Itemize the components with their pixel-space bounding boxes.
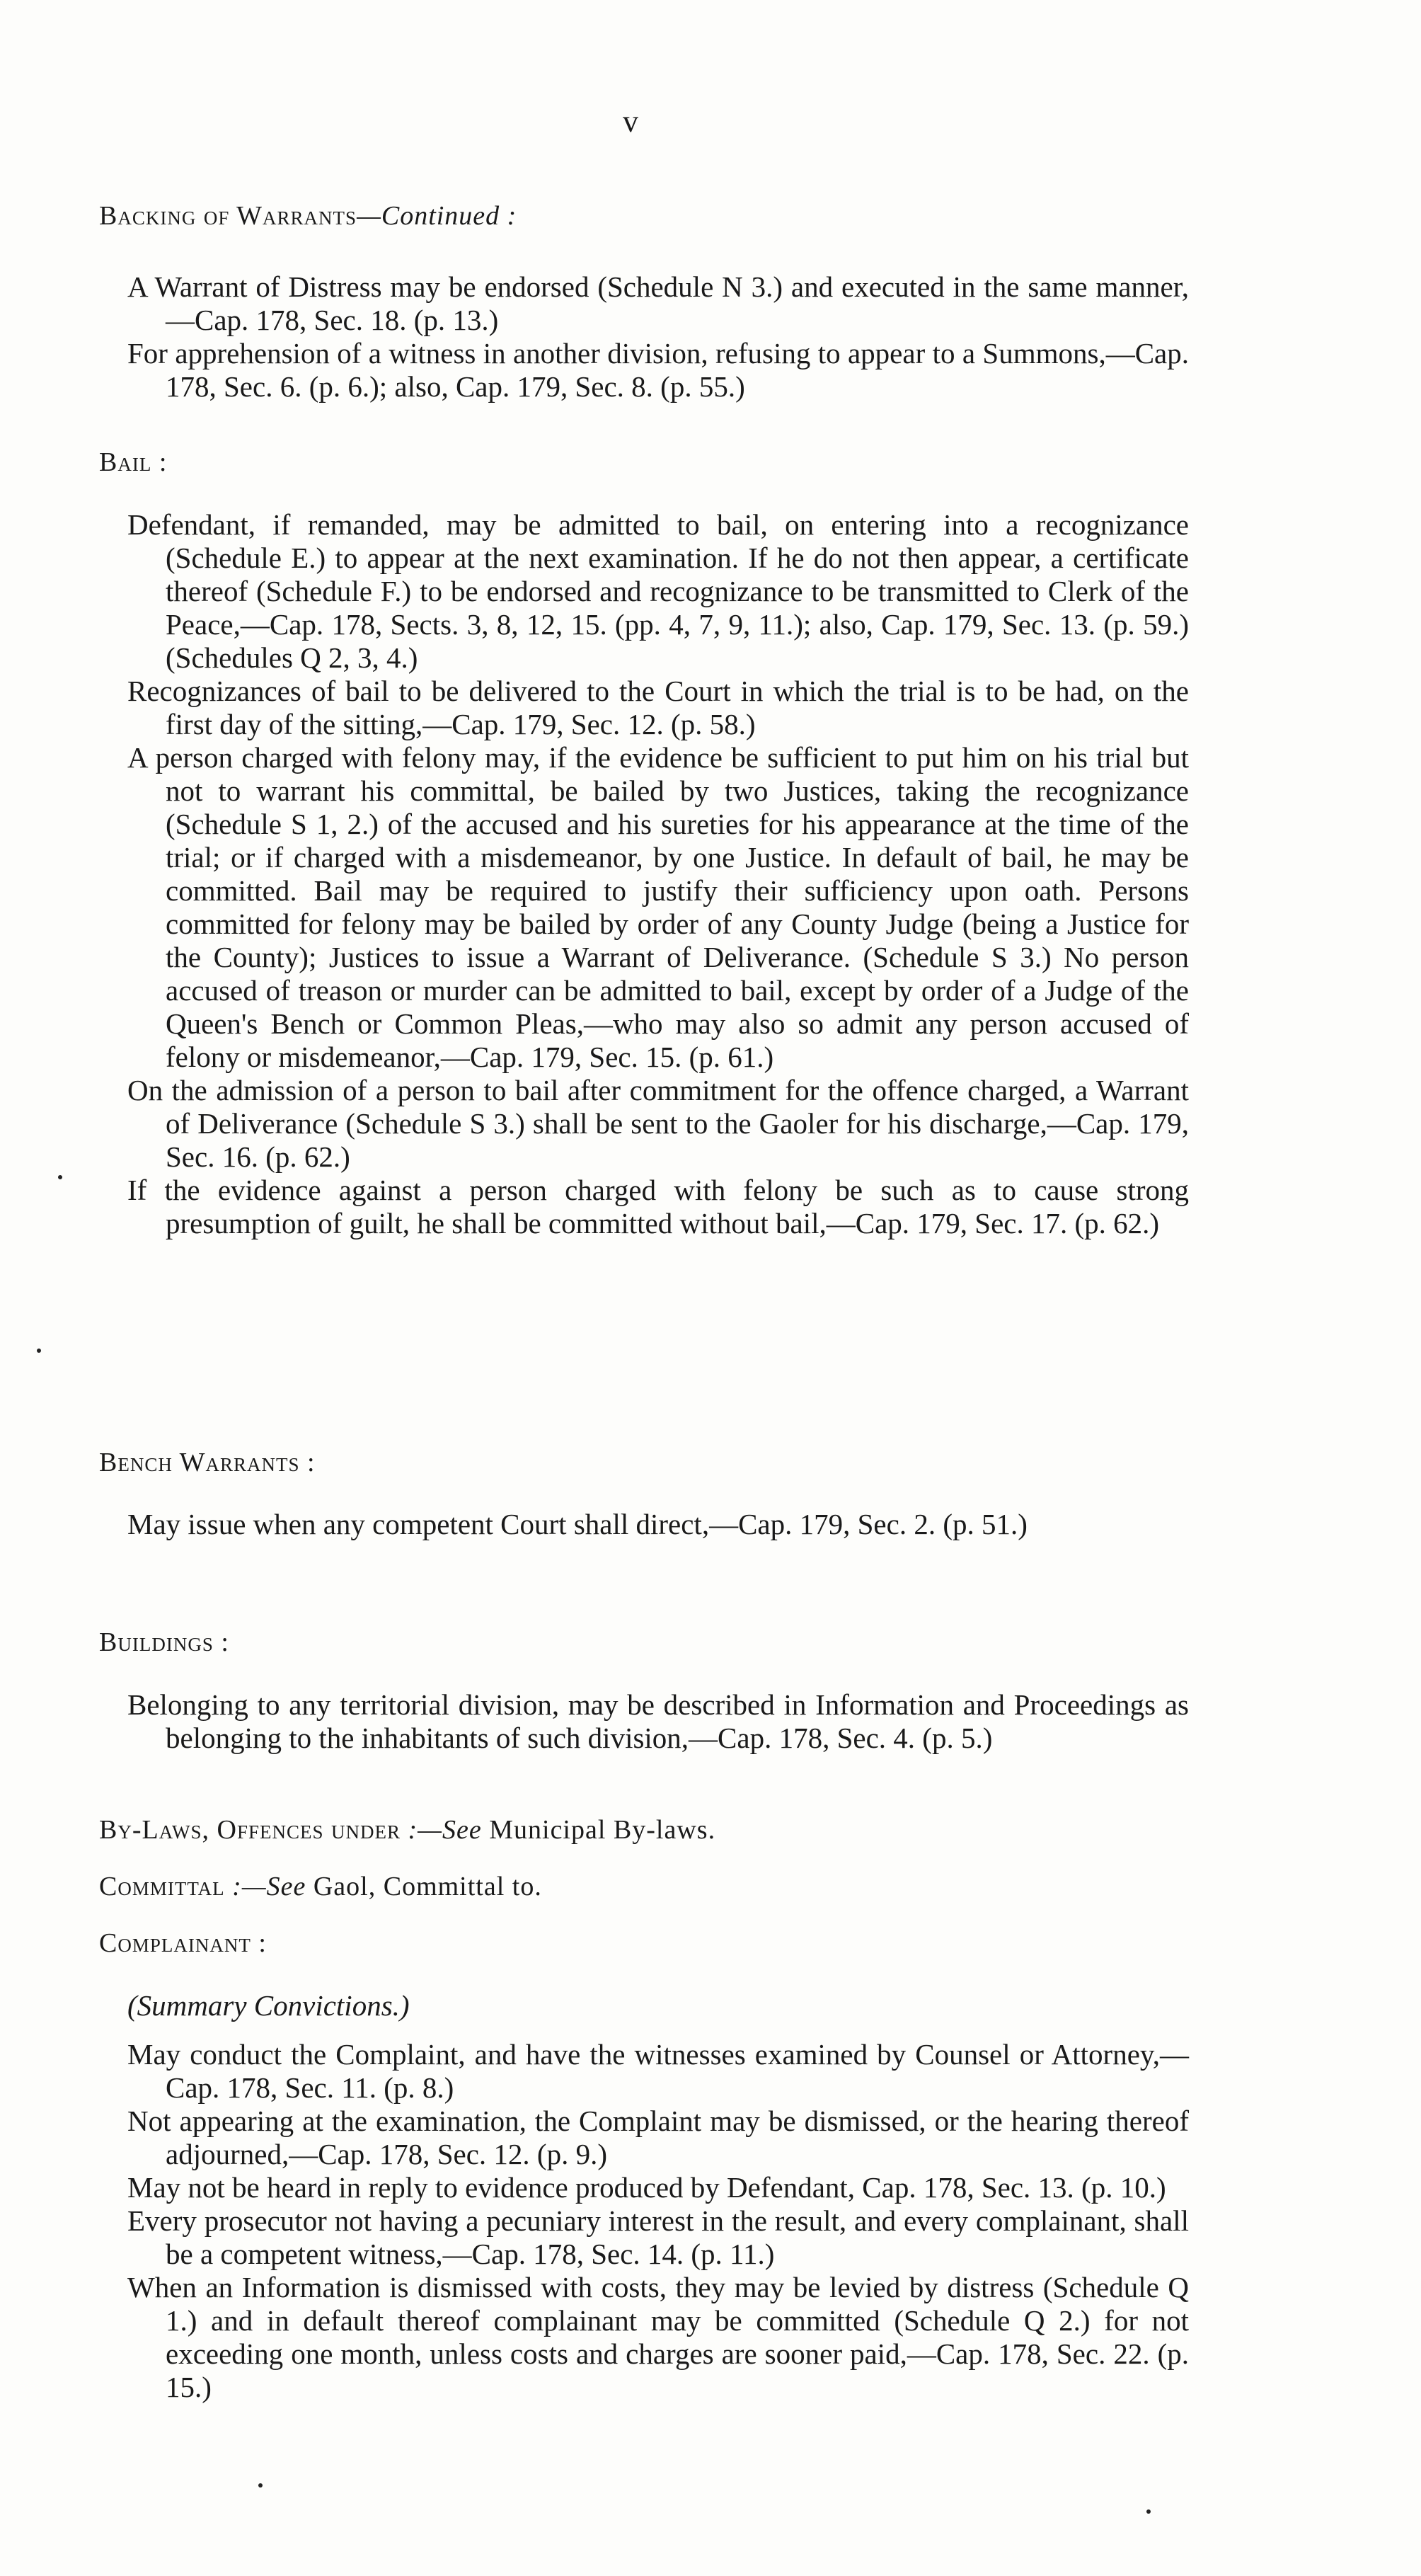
heading-backing-of-warrants <box>99 200 517 233</box>
print-speck <box>1146 2509 1151 2514</box>
section-buildings <box>127 1688 1189 1755</box>
cross-reference-target: Municipal By-laws. <box>489 1815 716 1845</box>
entry: On the admission of a person to bail after commitment for the offence charged, a Warrant of Deliverance (Schedule S 3.) shall be sent to the Gaoler for his discharge,—Cap. 179, Sec. 16. (p. 62.) <box>127 1074 1189 1173</box>
print-speck <box>258 2483 263 2488</box>
entry: May issue when any competent Court shall direct,—Cap. 179, Sec. 2. (p. 51.) <box>127 1508 1028 1540</box>
entry: May not be heard in reply to evidence produced by Defendant, Cap. 178, Sec. 13. (p. 10.) <box>127 2171 1166 2204</box>
heading-text: Backing of Warrants <box>99 201 357 231</box>
heading-by-laws <box>99 1814 715 1847</box>
entry: Belonging to any territorial division, may be described in Information and Proceedings as belonging to the inhabitants of such division,—Cap. 178, Sec. 4. (p. 5.) <box>127 1688 1189 1754</box>
entry: Not appearing at the examination, the Complaint may be dismissed, or the hearing thereof adjourned,—Cap. 178, Sec. 12. (p. 9.) <box>127 2105 1189 2170</box>
entry: A Warrant of Distress may be endorsed (Schedule N 3.) and executed in the same manner,—Cap. 178, Sec. 18. (p. 13.) <box>127 270 1189 336</box>
subheading-summary-convictions: (Summary Convictions.) <box>127 1989 410 2022</box>
heading-complainant: Complainant : <box>99 1928 267 1958</box>
entry: May conduct the Complaint, and have the witnesses examined by Counsel or Attorney,—Cap. 178, Sec. 11. (p. 8.) <box>127 2038 1189 2104</box>
entry: If the evidence against a person charged with felony be such as to cause strong presumption of guilt, he shall be committed without bail,—Cap. 179, Sec. 17. (p. 62.) <box>127 1174 1189 1240</box>
section-complainant <box>127 1989 1189 2404</box>
entry: Recognizances of bail to be delivered to the Court in which the trial is to be had, on the first day of the sitting,—Cap. 179, Sec. 12. (p. 58.) <box>127 675 1189 740</box>
entry: Every prosecutor not having a pecuniary interest in the result, and every complainant, shall be a competent witness,—Cap. 178, Sec. 14. (p. 11.) <box>127 2204 1189 2270</box>
heading-text: By-Laws, Offences under <box>99 1815 401 1845</box>
heading-committal <box>99 1870 542 1904</box>
page-number: v <box>623 104 638 139</box>
section-bench-warrants <box>127 1508 1189 1541</box>
section-backing-of-warrants <box>127 270 1189 403</box>
entry: When an Information is dismissed with costs, they may be levied by distress (Schedule Q 1.) and in default thereof complainant may be committed (Schedule Q 2.) for not exceeding one month, unless costs and charges are sooner paid,—Cap. 178, Sec. 22. (p. 15.) <box>127 2271 1189 2403</box>
print-speck <box>37 1349 41 1353</box>
entry: A person charged with felony may, if the evidence be sufficient to put him on his trial but not to warrant his committal, be bailed by two Justices, taking the recognizance (Schedule S 1, 2.) of the accused and his sureties for his appearance at the time of the trial; or if charged with a misdemeanor, by one Justice. In default of bail, he may be committed. Bail may be required to justify their sufficiency upon oath. Persons committed for felony may be bailed by order of any County Judge (being a Justice for the County); Justices to issue a Warrant of Deliverance. (Schedule S 3.) No person accused of treason or murder can be admitted to bail, except by order of a Judge of the Queen's Bench or Common Pleas,—who may also so admit any person accused of felony or misdemeanor,—Cap. 179, Sec. 15. (p. 61.) <box>127 741 1189 1073</box>
section-bail <box>127 508 1189 1240</box>
cross-reference-target: Gaol, Committal to. <box>313 1872 542 1901</box>
heading-bench-warrants: Bench Warrants : <box>99 1448 316 1477</box>
heading-bail: Bail : <box>99 447 168 477</box>
see-reference: :—See <box>224 1872 313 1901</box>
heading-continued: —Continued : <box>357 201 517 231</box>
heading-buildings: Buildings : <box>99 1627 229 1657</box>
entry: For apprehension of a witness in another division, refusing to appear to a Summons,—Cap. 178, Sec. 6. (p. 6.); also, Cap. 179, Sec. 8. (p. 55.) <box>127 337 1189 403</box>
see-reference: :—See <box>401 1815 490 1845</box>
heading-text: Committal <box>99 1872 225 1901</box>
entry: Defendant, if remanded, may be admitted to bail, on entering into a recognizance (Schedule E.) to appear at the next examination. If he do not then appear, a certificate thereof (Schedule F.) to be endorsed and recognizance to be transmitted to Clerk of the Peace,—Cap. 178, Sects. 3, 8, 12, 15. (pp. 4, 7, 9, 11.); also, Cap. 179, Sec. 13. (p. 59.) (Schedules Q 2, 3, 4.) <box>127 508 1189 674</box>
print-speck <box>58 1175 62 1179</box>
